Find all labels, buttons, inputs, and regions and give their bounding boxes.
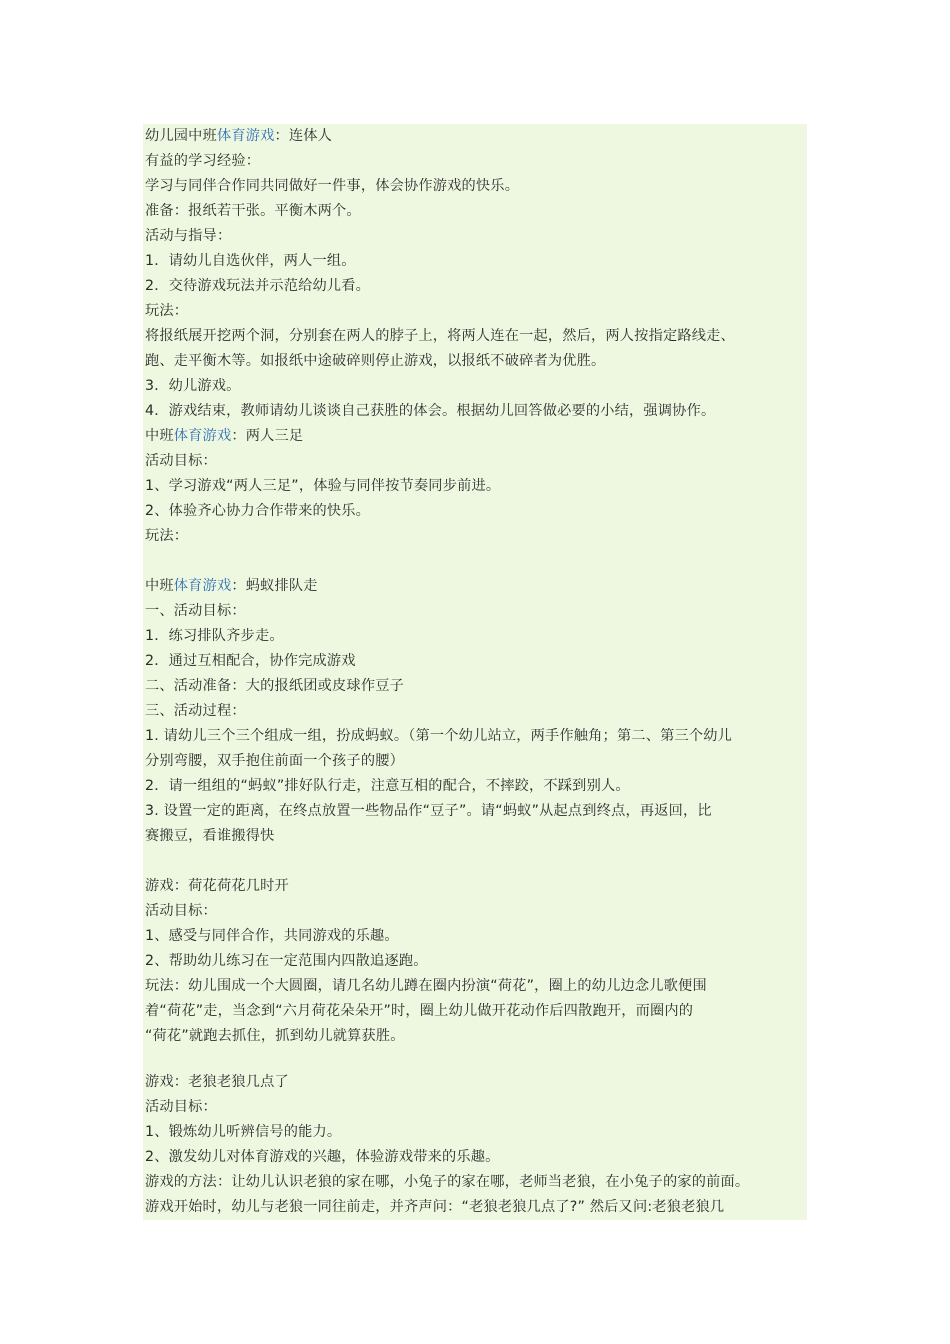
text-line: 赛搬豆，看谁搬得快 [145, 828, 275, 844]
text-line: 玩法： [145, 528, 189, 544]
text-line: 游戏的方法：让幼儿认识老狼的家在哪，小兔子的家在哪，老师当老狼，在小兔子的家的前面。 [145, 1174, 750, 1190]
text-line: 将报纸展开挖两个洞，分别套在两人的脖子上，将两人连在一起，然后，两人按指定路线走、 [145, 328, 735, 344]
text-line: 1. 请幼儿三个三个组成一组，扮成蚂蚁。（第一个幼儿站立，两手作触角；第二、第三个幼儿 [145, 728, 733, 744]
text-line: 活动目标： [145, 903, 217, 919]
section-title-laolang: 游戏：老狼老狼几点了 [145, 1074, 289, 1090]
text-line: “荷花”就跑去抓住，抓到幼儿就算获胜。 [145, 1028, 405, 1044]
section-title-lianti [145, 124, 332, 149]
text-line: 2、帮助幼儿练习在一定范围内四散追逐跑。 [145, 953, 428, 969]
text-line: 三、活动过程： [145, 703, 246, 719]
pe-game-link[interactable]: 体育游戏 [173, 428, 232, 444]
section-title-hehua: 游戏：荷花荷花几时开 [145, 878, 289, 894]
text-line: 3. 设置一定的距离，在终点放置一些物品作“豆子”。请“蚂蚁”从起点到终点，再返回，比 [145, 803, 712, 819]
text-line: 跑、走平衡木等。如报纸中途破碎则停止游戏，以报纸不破碎者为优胜。 [145, 353, 606, 369]
text-line: 2、体验齐心协力合作带来的快乐。 [145, 503, 371, 519]
text-line: 1、学习游戏“两人三足”，体验与同伴按节奏同步前进。 [145, 478, 501, 494]
text-line: 玩法： [145, 303, 189, 319]
title-prefix: 幼儿园中班 [145, 128, 217, 144]
title-suffix: ：两人三足 [231, 428, 304, 444]
text-line: 1．请幼儿自选伙伴，两人一组。 [145, 253, 356, 269]
title-prefix: 中班 [145, 428, 174, 444]
title-suffix: ：蚂蚁排队走 [231, 578, 318, 594]
text-line: 着“荷花”走，当念到“六月荷花朵朵开”时，圈上幼儿做开花动作后四散跑开，而圈内的 [145, 1003, 694, 1019]
text-line: 2、激发幼儿对体育游戏的兴趣，体验游戏带来的乐趣。 [145, 1149, 500, 1165]
text-line: 3．幼儿游戏。 [145, 378, 241, 394]
text-line: 4．游戏结束，教师请幼儿谈谈自己获胜的体会。根据幼儿回答做必要的小结，强调协作。 [145, 403, 716, 419]
text-line: 准备：报纸若干张。平衡木两个。 [145, 203, 361, 219]
section-title-liangren [145, 424, 303, 449]
pe-game-link[interactable]: 体育游戏 [173, 578, 232, 594]
text-line: 分别弯腰，双手抱住前面一个孩子的腰） [145, 753, 404, 769]
title-prefix: 中班 [145, 578, 174, 594]
text-line: 1、感受与同伴合作，共同游戏的乐趣。 [145, 928, 399, 944]
text-line: 2．请一组组的“蚂蚁”排好队行走，注意互相的配合，不摔跤，不踩到别人。 [145, 778, 630, 794]
text-line: 游戏开始时，幼儿与老狼一同往前走，并齐声问：“老狼老狼几点了?” 然后又问:老狼老狼几 [145, 1199, 725, 1215]
text-line: 有益的学习经验： [145, 153, 261, 169]
text-line: 活动目标： [145, 1099, 217, 1115]
text-line: 2．通过互相配合，协作完成游戏 [145, 653, 356, 669]
text-line: 二、活动准备：大的报纸团或皮球作豆子 [145, 678, 404, 694]
text-line: 1、锻炼幼儿听辨信号的能力。 [145, 1124, 342, 1140]
text-line: 一、活动目标： [145, 603, 246, 619]
pe-game-link[interactable]: 体育游戏 [216, 128, 275, 144]
text-line: 活动与指导： [145, 228, 232, 244]
text-line: 学习与同伴合作同共同做好一件事，体会协作游戏的快乐。 [145, 178, 520, 194]
text-line: 1．练习排队齐步走。 [145, 628, 284, 644]
text-line: 2．交待游戏玩法并示范给幼儿看。 [145, 278, 371, 294]
text-line: 活动目标： [145, 453, 217, 469]
text-line: 玩法：幼儿围成一个大圆圈，请几名幼儿蹲在圈内扮演“荷花”，圈上的幼儿边念儿歌便围 [145, 978, 707, 994]
title-suffix: ：连体人 [274, 128, 333, 144]
section-title-mayi [145, 574, 318, 599]
